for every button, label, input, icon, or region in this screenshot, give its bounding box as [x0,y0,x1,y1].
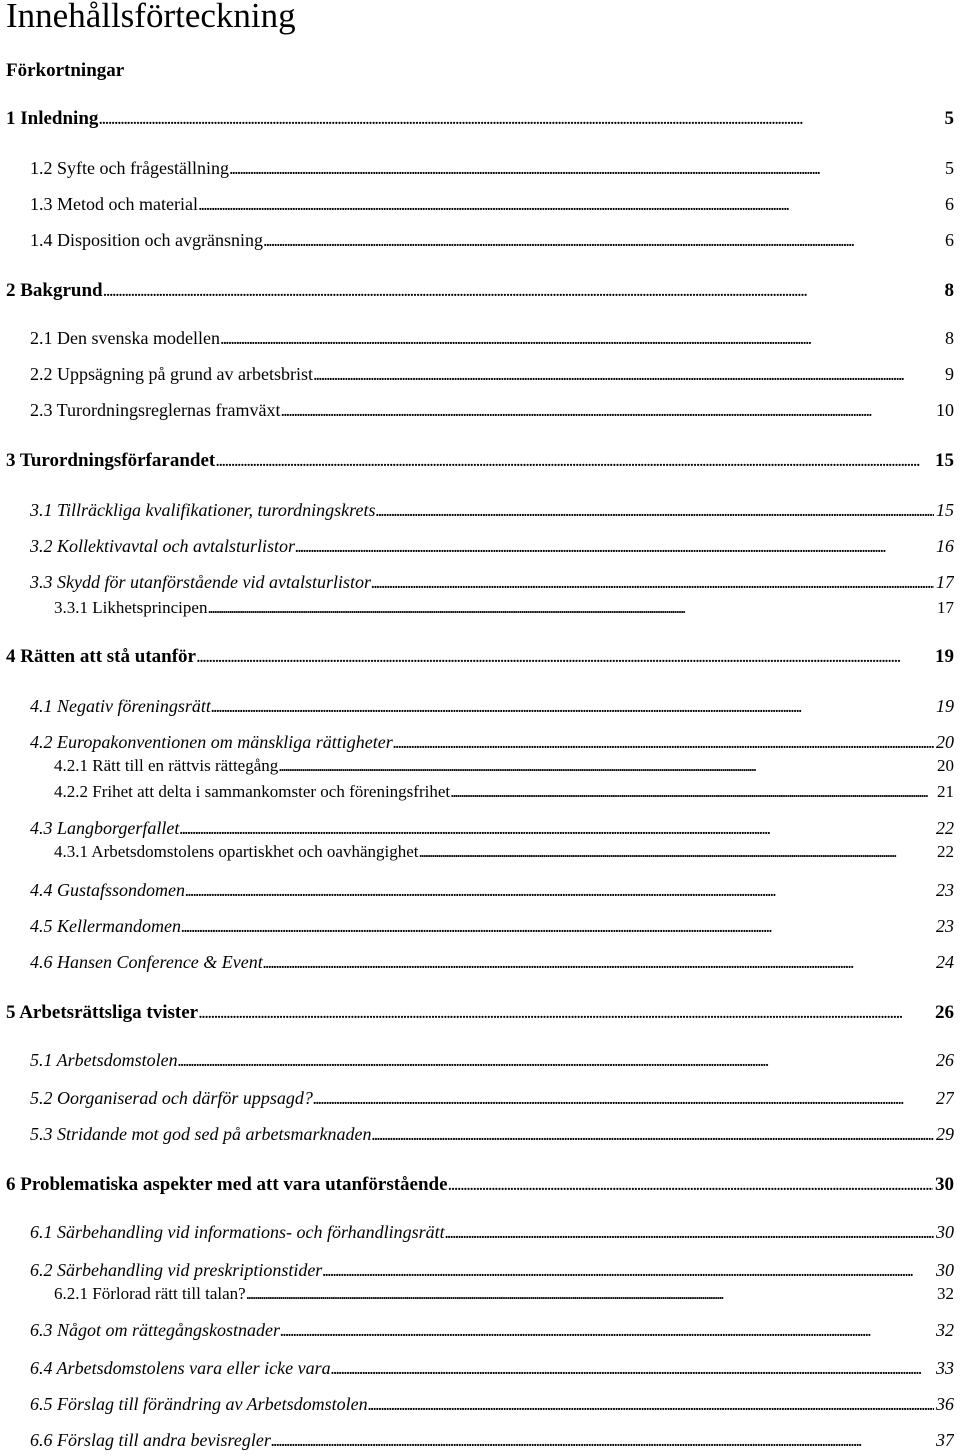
dot-leader [185,880,934,901]
toc-entry-page: 15 [936,500,954,520]
toc-entry-label: 4.3.1 Arbetsdomstolens opartiskhet och oavhängighet [54,842,419,861]
dot-leader [246,1284,935,1304]
toc-entry-subsection[interactable] [54,782,954,808]
toc-entry-chapter[interactable] [6,646,954,672]
dot-leader [179,818,934,839]
toc-entry-section[interactable] [30,1320,954,1346]
toc-entry-section[interactable] [30,364,954,390]
dot-leader [103,280,943,302]
dot-leader [280,1320,934,1341]
toc-entry-section[interactable] [30,1050,954,1076]
toc-entry-section[interactable] [30,1088,954,1114]
toc-entry-section[interactable] [30,194,954,220]
toc-entry-label: 3.2 Kollektivavtal och avtalsturlistor [30,536,295,556]
toc-entry-page: 17 [936,572,954,592]
toc-entry-section[interactable] [30,230,954,256]
toc-entry-label: 4.3 Langborgerfallet [30,818,180,838]
dot-leader [181,916,934,937]
toc-entry-label: 2.3 Turordningsreglernas framväxt [30,400,281,420]
toc-entry-page: 32 [937,1284,954,1303]
toc-entry-label: 3.3.1 Likhetsprincipen [54,598,208,617]
toc-entry-subsection[interactable] [54,1284,954,1310]
dot-leader [263,230,943,251]
toc-entry-section[interactable] [30,696,954,722]
dot-leader [215,450,933,472]
toc-entry-page: 23 [936,916,954,936]
toc-entry-chapter[interactable] [6,1002,954,1028]
dot-leader [271,1430,934,1451]
toc-entry-page: 26 [935,1002,954,1023]
toc-entry-subsection[interactable] [54,598,954,624]
toc-entry-section[interactable] [30,1358,954,1384]
dot-leader [280,400,934,421]
toc-entry-label: 6.2 Särbehandling vid preskriptionstider [30,1260,323,1280]
dot-leader [450,782,935,802]
dot-leader [295,536,934,557]
toc-entry-chapter[interactable] [6,280,954,306]
toc-entry-label: 1 Inledning [6,108,99,129]
toc-entry-label: 4.1 Negativ föreningsrätt [30,696,211,716]
page-title: Innehållsförteckning [6,0,296,35]
toc-entry-label: 5.2 Oorganiserad och därför uppsagd? [30,1088,313,1108]
dot-leader [371,572,934,593]
toc-entry-page: 27 [936,1088,954,1108]
toc-entry-label: 2 Bakgrund [6,280,103,301]
dot-leader [393,732,934,753]
toc-entry-page: 24 [936,952,954,972]
toc-entry-page: 22 [936,818,954,838]
toc-entry-page: 22 [937,842,954,861]
dot-leader [331,1358,934,1379]
toc-entry-page: 5 [945,158,954,178]
toc-entry-section[interactable] [30,572,954,598]
toc-entry-page: 19 [935,646,954,667]
toc-entry-chapter[interactable] [6,108,954,134]
toc-entry-label: 6.6 Förslag till andra bevisregler [30,1430,271,1450]
toc-entry-label: 6.4 Arbetsdomstolens vara eller icke vara [30,1358,331,1378]
dot-leader [278,756,935,776]
toc-entry-page: 21 [937,782,954,801]
toc-entry-section[interactable] [30,158,954,184]
toc-entry-section[interactable] [30,916,954,942]
toc-entry-label: 2.2 Uppsägning på grund av arbetsbrist [30,364,313,384]
toc-entry-section[interactable] [30,1394,954,1420]
toc-entry-page: 37 [936,1430,954,1450]
dot-leader [368,1394,934,1415]
dot-leader [220,328,943,349]
toc-entry-section[interactable] [30,536,954,562]
toc-entry-label: 1.3 Metod och material [30,194,198,214]
toc-entry-page: 23 [936,880,954,900]
dot-leader [375,500,934,521]
toc-entry-page: 8 [945,328,954,348]
dot-leader [229,158,943,179]
toc-entry-label: 4.4 Gustafssondomen [30,880,186,900]
toc-entry-label: 3 Turordningsförfarandet [6,450,216,471]
toc-entry-section[interactable] [30,1260,954,1286]
dot-leader [322,1260,934,1281]
dot-leader [313,364,943,385]
toc-entry-label: 3.3 Skydd för utanförstående vid avtalsturlistor [30,572,371,592]
toc-entry-section[interactable] [30,1222,954,1248]
toc-entry-page: 30 [936,1222,954,1242]
toc-entry-page: 8 [944,280,954,301]
toc-entry-page: 29 [936,1124,954,1144]
toc-entry-label: 5.1 Arbetsdomstolen [30,1050,178,1070]
toc-entry-page: 30 [935,1174,954,1195]
toc-entry-section[interactable] [30,400,954,426]
toc-entry-page: 10 [936,400,954,420]
toc-entry-label: 1.4 Disposition och avgränsning [30,230,263,250]
toc-entry-section[interactable] [30,952,954,978]
dot-leader [448,1174,933,1196]
toc-entry-label: 4.2.2 Frihet att delta i sammankomster och föreningsfrihet [54,782,451,801]
toc-entry-label: 6.2.1 Förlorad rätt till talan? [54,1284,246,1303]
toc-entry-page: 32 [936,1320,954,1340]
toc-entry-page: 19 [936,696,954,716]
toc-entry-label: 4 Rätten att stå utanför [6,646,196,667]
toc-entry-label: 6 Problematiska aspekter med att vara utanförstående [6,1174,448,1195]
toc-entry-label: 6.5 Förslag till förändring av Arbetsdomstolen [30,1394,368,1414]
dot-leader [419,842,936,862]
toc-entry-page: 17 [937,598,954,617]
dot-leader [207,598,935,618]
dot-leader [371,1124,934,1145]
toc-entry-label: 6.3 Något om rättegångskostnader [30,1320,280,1340]
dot-leader [198,1002,933,1024]
dot-leader [263,952,934,973]
dot-leader [445,1222,934,1243]
toc-entry-label: 2.1 Den svenska modellen [30,328,220,348]
toc-entry-section[interactable] [30,818,954,844]
toc-entry-page: 15 [935,450,954,471]
toc-entry-page: 9 [945,364,954,384]
toc-entry-page: 20 [937,756,954,775]
toc-entry-label: 6.1 Särbehandling vid informations- och förhandlingsrätt [30,1222,445,1242]
toc-entry-page: 5 [944,108,954,129]
dot-leader [313,1088,934,1109]
toc-entry-label: 4.2 Europakonventionen om mänskliga rättigheter [30,732,393,752]
dot-leader [211,696,934,717]
toc-entry-label: 5.3 Stridande mot god sed på arbetsmarknaden [30,1124,372,1144]
toc-entry-label: 4.2.1 Rätt till en rättvis rättegång [54,756,279,775]
dot-leader [196,646,933,668]
abbreviations-heading[interactable]: Förkortningar [6,60,125,81]
toc-entry-subsection[interactable] [54,842,954,868]
toc-entry-label: 1.2 Syfte och frågeställning [30,158,229,178]
dot-leader [178,1050,934,1071]
toc-entry-page: 20 [936,732,954,752]
toc-entry-page: 36 [936,1394,954,1414]
toc-entry-label: 3.1 Tillräckliga kvalifikationer, turordningskrets [30,500,376,520]
toc-entry-page: 26 [936,1050,954,1070]
dot-leader [198,194,943,215]
toc-entry-page: 33 [936,1358,954,1378]
toc-entry-section[interactable] [30,1124,954,1150]
toc-entry-page: 6 [945,194,954,214]
toc-entry-page: 30 [936,1260,954,1280]
toc-entry-subsection[interactable] [54,756,954,782]
toc-entry-section[interactable] [30,328,954,354]
toc-entry-chapter[interactable] [6,1174,954,1200]
toc-entry-section[interactable] [30,732,954,758]
toc-entry-section[interactable] [30,880,954,906]
toc-entry-page: 6 [945,230,954,250]
toc-entry-section[interactable] [30,500,954,526]
toc-entry-page: 16 [936,536,954,556]
toc-entry-label: 5 Arbetsrättsliga tvister [6,1002,199,1023]
toc-entry-chapter[interactable] [6,450,954,476]
toc-entry-section[interactable] [30,1430,954,1456]
toc-entry-label: 4.6 Hansen Conference & Event [30,952,263,972]
dot-leader [98,108,942,130]
toc-entry-label: 4.5 Kellermandomen [30,916,181,936]
